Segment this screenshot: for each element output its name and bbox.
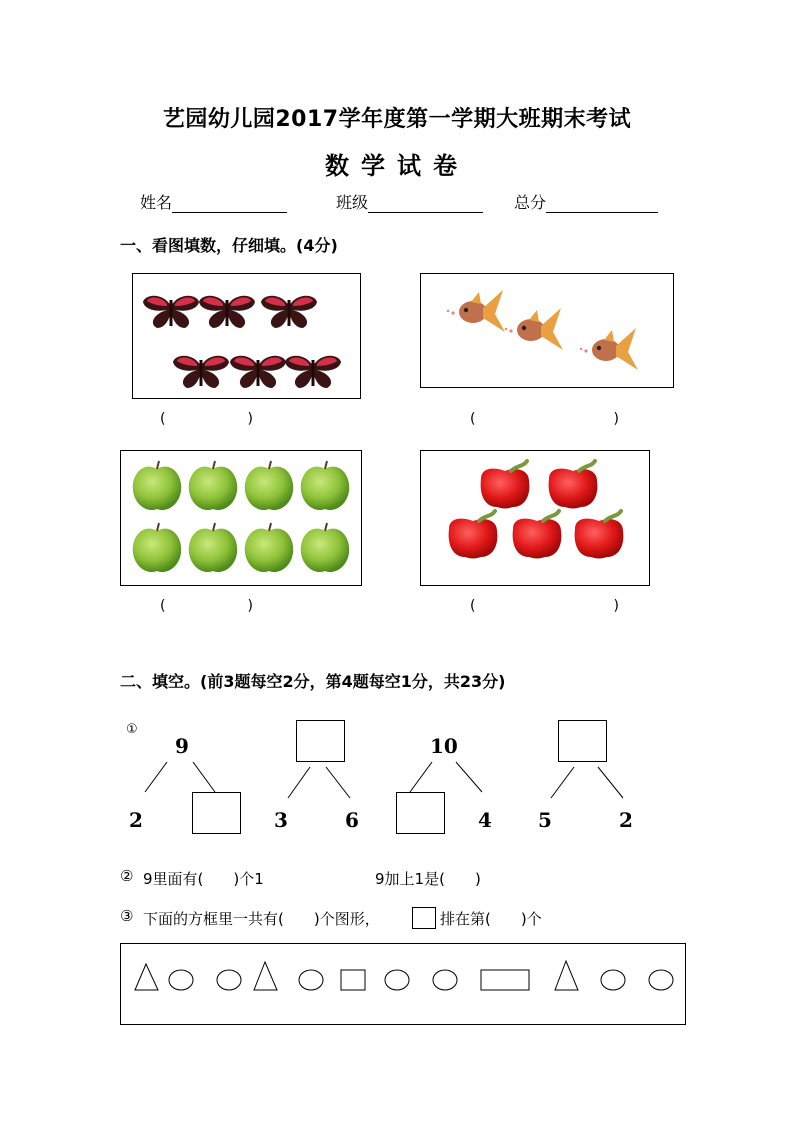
- fish-picture: [420, 273, 674, 388]
- tree4-top-answer-box[interactable]: [558, 720, 607, 762]
- butterfly: [285, 356, 341, 388]
- fish: [447, 290, 505, 332]
- apple: [133, 523, 181, 572]
- q3-square-icon: [412, 907, 436, 929]
- butterfly: [199, 296, 255, 328]
- answer-blank-fish[interactable]: [470, 411, 619, 427]
- class-field[interactable]: [336, 190, 483, 213]
- shape-triangle: [135, 964, 158, 990]
- tree1-right-answer-box[interactable]: [192, 792, 241, 834]
- shape-circle: [217, 970, 241, 990]
- shape-circle: [433, 970, 457, 990]
- shape-circle: [385, 970, 409, 990]
- apple: [189, 523, 237, 572]
- butterfly: [143, 296, 199, 328]
- fish: [580, 328, 638, 370]
- pepper: [513, 511, 562, 559]
- q2-marker: ②: [120, 867, 134, 885]
- tree2-left-number: 3: [274, 808, 288, 832]
- pepper: [575, 511, 624, 559]
- paren-open: (: [470, 598, 476, 614]
- exam-title: 艺园幼儿园2017学年度第一学期大班期末考试: [162, 107, 632, 132]
- class-label: 班级: [336, 193, 369, 212]
- butterfly: [261, 296, 317, 328]
- shape-square: [341, 970, 365, 990]
- tree4-left-number: 5: [538, 808, 552, 832]
- class-blank[interactable]: [368, 194, 483, 213]
- peppers-image: [421, 451, 649, 585]
- fish: [505, 308, 563, 350]
- apple: [189, 461, 237, 510]
- shape-triangle: [254, 962, 277, 990]
- apples-image: [121, 451, 361, 585]
- exam-subtitle: 数学试卷: [325, 152, 469, 180]
- shape-circle: [601, 970, 625, 990]
- apple: [133, 461, 181, 510]
- apple: [301, 523, 349, 572]
- paren-open: (: [470, 411, 476, 427]
- q1-marker: ①: [126, 722, 138, 737]
- peppers-picture: [420, 450, 650, 586]
- paren-close: ): [247, 598, 253, 614]
- shape-rectangle: [481, 970, 529, 990]
- tree1-top-number: 9: [175, 734, 189, 758]
- pepper: [481, 461, 530, 509]
- score-field[interactable]: [514, 190, 658, 213]
- butterflies-picture: [132, 273, 361, 399]
- fish-image: [421, 274, 673, 387]
- name-label: 姓名: [140, 193, 173, 212]
- shape-circle: [299, 970, 323, 990]
- shape-circle: [169, 970, 193, 990]
- paren-close: ): [613, 411, 619, 427]
- section1-heading: 一、看图填数，仔细填。(4分): [120, 236, 338, 255]
- paren-close: ): [613, 598, 619, 614]
- name-blank[interactable]: [172, 194, 287, 213]
- paren-open: (: [160, 411, 166, 427]
- butterflies-image: [133, 274, 360, 398]
- q3-text-before[interactable]: 下面的方框里一共有( )个图形，: [143, 910, 380, 928]
- apples-picture: [120, 450, 362, 586]
- tree2-top-answer-box[interactable]: [296, 720, 345, 762]
- tree3-top-number: 10: [430, 734, 458, 758]
- tree1-left-number: 2: [129, 808, 143, 832]
- tree3-left-answer-box[interactable]: [396, 792, 445, 834]
- paren-close: ): [247, 411, 253, 427]
- butterfly: [230, 356, 286, 388]
- answer-blank-peppers[interactable]: [470, 598, 619, 614]
- section2-heading: 二、填空。(前3题每空2分，第4题每空1分，共23分): [120, 672, 506, 691]
- q3-text-after[interactable]: 排在第( )个: [440, 910, 542, 928]
- shape-circle: [649, 970, 673, 990]
- tree3-right-number: 4: [478, 808, 492, 832]
- tree2-right-number: 6: [345, 808, 359, 832]
- score-label: 总分: [514, 193, 547, 212]
- apple: [245, 461, 293, 510]
- butterfly: [173, 356, 229, 388]
- apple: [301, 461, 349, 510]
- pepper: [549, 461, 598, 509]
- answer-blank-apples[interactable]: [160, 598, 253, 614]
- shapes-row: [121, 944, 685, 1024]
- q3-marker: ③: [120, 907, 134, 925]
- answer-blank-butterflies[interactable]: [160, 411, 253, 427]
- shapes-frame: [120, 943, 686, 1025]
- q2-part-b[interactable]: 9加上1是( ): [375, 870, 481, 888]
- name-field[interactable]: [140, 190, 287, 213]
- apple: [245, 523, 293, 572]
- pepper: [449, 511, 498, 559]
- q2-part-a[interactable]: 9里面有( )个1: [143, 870, 264, 888]
- shape-triangle: [555, 961, 578, 990]
- tree4-right-number: 2: [619, 808, 633, 832]
- paren-open: (: [160, 598, 166, 614]
- score-blank[interactable]: [546, 194, 658, 213]
